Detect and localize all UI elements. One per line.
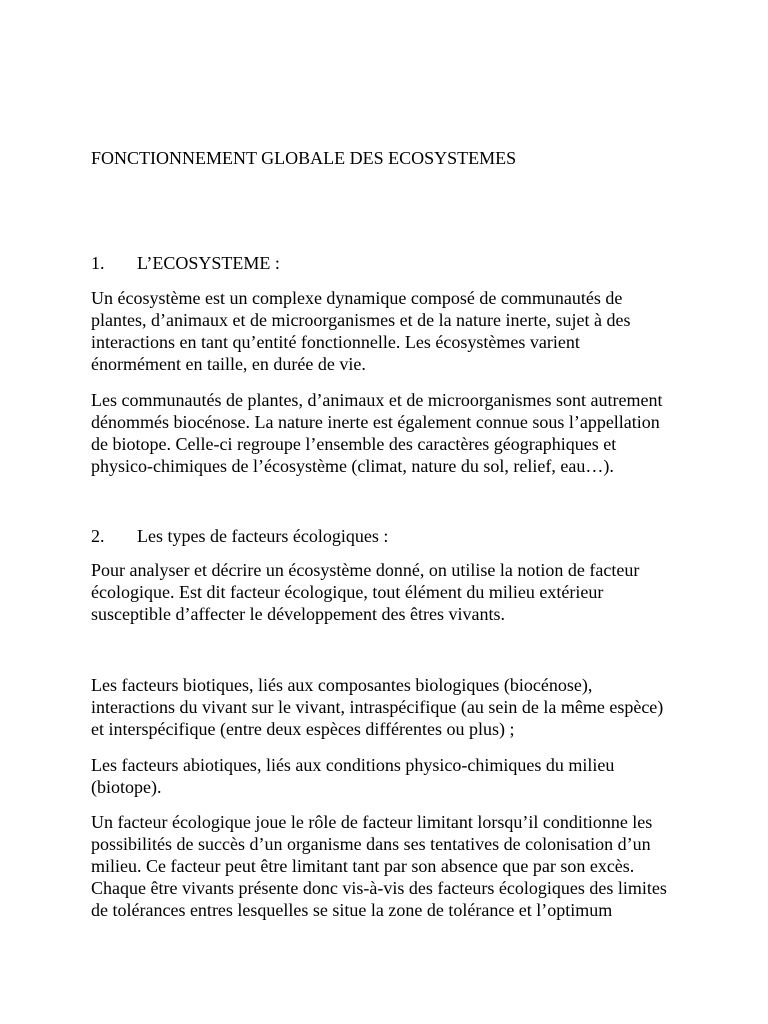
text-line: (biotope). [91,777,162,797]
text-line: Les communautés de plantes, d’animaux et de microorganismes sont autrement [91,390,663,410]
section-heading [91,525,731,547]
section-number: 1. [91,253,105,273]
text-line: interactions en tant qu’entité fonctionnelle. Les écosystèmes varient [91,332,580,352]
text-line: de tolérances entres lesquelles se situe la zone de tolérance et l’optimum [91,900,613,920]
text-line: écologique. Est dit facteur écologique, tout élément du milieu extérieur [91,582,604,602]
text-line: interactions du vivant sur le vivant, intraspécifique (au sein de la même espèce) [91,697,664,717]
text-line: susceptible d’affecter le développement des êtres vivants. [91,604,506,624]
section-number: 2. [91,526,105,546]
text-line: Un écosystème est un complexe dynamique composé de communautés de [91,288,623,308]
text-line: Pour analyser et décrire un écosystème donné, on utilise la notion de facteur [91,560,640,580]
paragraph-biocenose-biotope [91,389,731,477]
text-line: milieu. Ce facteur peut être limitant tant par son absence que par son excès. [91,856,635,876]
paragraph-ecosystem-definition [91,287,731,375]
text-line: plantes, d’animaux et de microorganismes et de la nature inerte, sujet à des [91,310,631,330]
section-title: Les types de facteurs écologiques : [137,526,389,546]
text-line: dénommés biocénose. La nature inerte est également connue sous l’appellation [91,412,660,432]
text-line: Les facteurs abiotiques, liés aux conditions physico-chimiques du milieu [91,755,615,775]
paragraph-biotic-factors [91,674,731,740]
paragraph-ecological-factor-definition [91,559,731,625]
section-heading [91,252,731,274]
text-line: Chaque être vivants présente donc vis-à-vis des facteurs écologiques des limites [91,878,667,898]
document-title: FONCTIONNEMENT GLOBALE DES ECOSYSTEMES [91,148,517,168]
text-line: et interspécifique (entre deux espèces différentes ou plus) ; [91,719,515,739]
text-line: de biotope. Celle-ci regroupe l’ensemble des caractères géographiques et [91,434,617,454]
text-line: Les facteurs biotiques, liés aux composantes biologiques (biocénose), [91,675,593,695]
text-line: Un facteur écologique joue le rôle de facteur limitant lorsqu’il conditionne les [91,812,653,832]
paragraph-limiting-factor [91,811,731,921]
text-line: énormément en taille, en durée de vie. [91,354,366,374]
paragraph-abiotic-factors [91,754,731,798]
text-line: physico-chimiques de l’écosystème (climat, nature du sol, relief, eau…). [91,456,614,476]
section-title: L’ECOSYSTEME : [137,253,280,273]
text-line: possibilités de succès d’un organisme dans ses tentatives de colonisation d’un [91,834,651,854]
